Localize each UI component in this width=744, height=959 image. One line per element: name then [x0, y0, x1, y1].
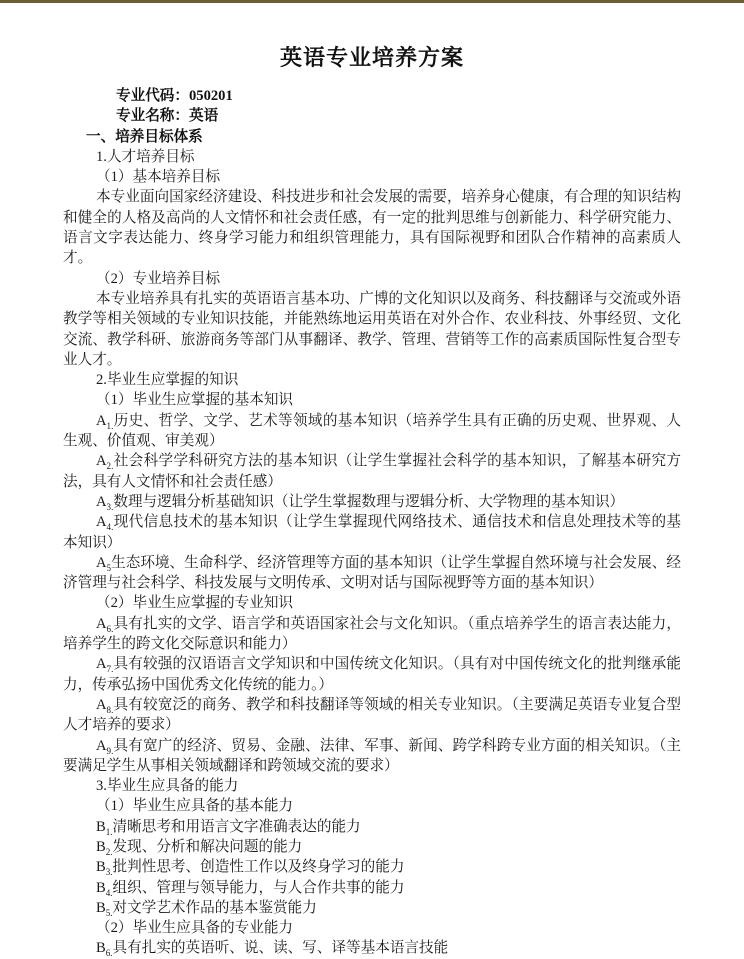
ability-item-b1 [63, 817, 681, 837]
item-graduate-ability: 3.毕业生应具备的能力 [96, 778, 239, 795]
field-major-name: 专业名称：英语 [116, 108, 219, 125]
item-prefix-subscript: 6. [105, 948, 113, 959]
ability-item-b4 [63, 878, 681, 898]
item-prefix-letter: A [96, 696, 107, 713]
item-text: 具有较宽泛的商务、教学和科技翻译等领域的相关专业知识。（主要满足英语专业复合型人才培养的要求） [63, 696, 681, 734]
field-major-code: 专业代码：050201 [116, 88, 233, 104]
item-text: 具有宽广的经济、贸易、金融、法律、军事、新闻、跨学科跨专业方面的相关知识。（主要满足学生从事相关领域翻译和跨领域交流的要求） [63, 737, 681, 774]
item-prefix-letter: B [96, 818, 106, 835]
item-text: 发现、分析和解决问题的能力 [112, 838, 303, 855]
item-prefix-letter: A [96, 615, 107, 632]
item-prefix-letter: B [96, 879, 106, 896]
item-basic-ability-heading: （1）毕业生应具备的基本能力 [96, 798, 294, 815]
knowledge-item-a2 [63, 451, 681, 492]
item-prefix-letter: B [96, 838, 106, 855]
item-prefix-subscript: 1. [105, 826, 113, 837]
item-prefix-subscript: 3. [105, 867, 113, 878]
knowledge-item-a3 [63, 492, 681, 512]
item-prefix-subscript: 4. [105, 887, 113, 898]
item-prefix-subscript: 1. [106, 420, 114, 431]
item-prefix-subscript: 9. [106, 745, 114, 756]
knowledge-item-a1 [63, 411, 681, 452]
item-text: 社会科学学科研究方法的基本知识（让学生掌握社会科学的基本知识，了解基本研究方法，具有人文情怀和社会责任感） [63, 453, 681, 490]
item-prefix-letter: A [96, 493, 107, 510]
heading-training-objective-system: 一、培养目标体系 [86, 128, 203, 145]
item-basic-training-goal: （1）基本培养目标 [96, 169, 221, 186]
item-basic-knowledge-heading: （1）毕业生应掌握的基本知识 [96, 392, 294, 409]
item-text: 数理与逻辑分析基础知识（让学生掌握数理与逻辑分析、大学物理的基本知识） [113, 493, 625, 510]
item-prefix-letter: B [96, 899, 106, 916]
item-text: 历史、哲学、文学、艺术等领域的基本知识（培养学生具有正确的历史观、世界观、人生观、价值观、审美观） [63, 412, 681, 450]
item-prefix-letter: A [96, 412, 107, 429]
item-text: 批判性思考、创造性工作以及终身学习的能力 [112, 859, 405, 876]
item-text: 组织、管理与领导能力，与人合作共事的能力 [112, 879, 405, 896]
knowledge-item-a9 [63, 736, 681, 777]
item-text: 生态环境、生命科学、经济管理等方面的基本知识（让学生掌握自然环境与社会发展、经济管理与社会科学、科技发展与文明传承、文明对话与国际视野等方面的基本知识） [63, 554, 681, 592]
item-prefix-letter: A [96, 656, 107, 673]
ability-item-b6 [63, 938, 681, 958]
item-prefix-subscript: 7. [106, 664, 114, 675]
item-prefix-subscript: 8. [106, 704, 114, 715]
para-basic-training-goal: 本专业面向国家经济建设、科技进步和社会发展的需要，培养身心健康，有合理的知识结构和健全的人格及高尚的人文情怀和社会责任感，有一定的批判思维与创新能力、科学研究能力、语言文字表达能力、终身学习能力和组织管理能力，具有国际视野和团队合作精神的高素质人才。 [63, 189, 681, 267]
item-graduate-knowledge: 2.毕业生应掌握的知识 [96, 372, 239, 389]
item-prefix-letter: A [96, 453, 107, 470]
item-prefix-subscript: 2. [106, 461, 114, 472]
ability-item-b5 [63, 898, 681, 918]
knowledge-item-a5 [63, 553, 681, 594]
item-prefix-subscript: 5. [105, 907, 113, 918]
item-text: 具有扎实的英语听、说、读、写、译等基本语言技能 [112, 940, 449, 957]
item-prefix-subscript: 4. [106, 522, 114, 533]
document-page [0, 3, 744, 959]
item-prefix-letter: B [96, 859, 106, 876]
document-title: 英语专业培养方案 [279, 45, 464, 70]
item-talent-training-goal: 1.人才培养目标 [96, 148, 195, 165]
ability-item-b2 [63, 837, 681, 857]
item-text: 现代信息技术的基本知识（让学生掌握现代网络技术、通信技术和信息处理技术等的基本知识） [63, 514, 681, 551]
item-text: 具有较强的汉语语言文学知识和中国传统文化知识。（具有对中国传统文化的批判继承能力，传承弘扬中国优秀文化传统的能力。） [63, 656, 681, 693]
knowledge-item-a4 [63, 512, 681, 553]
item-text: 具有扎实的文学、语言学和英语国家社会与文化知识。（重点培养学生的语言表达能力，培养学生的跨文化交际意识和能力） [63, 615, 681, 653]
item-prefix-letter: A [96, 554, 107, 571]
knowledge-item-a8 [63, 695, 681, 736]
item-text: 对文学艺术作品的基本鉴赏能力 [112, 899, 317, 916]
item-professional-knowledge-heading: （2）毕业生应掌握的专业知识 [96, 595, 294, 612]
ability-item-b3 [63, 857, 681, 877]
item-prefix-subscript: 5 [106, 562, 112, 573]
item-prefix-letter: A [96, 514, 107, 531]
item-professional-training-goal: （2）专业培养目标 [96, 270, 221, 287]
item-prefix-subscript: 6. [106, 623, 114, 634]
item-prefix-letter: A [96, 737, 107, 754]
item-prefix-subscript: 2. [105, 846, 113, 857]
item-professional-ability-heading: （2）毕业生应具备的专业能力 [96, 920, 294, 937]
para-professional-training-goal: 本专业培养具有扎实的英语语言基本功、广博的文化知识以及商务、科技翻译与交流或外语教学等相关领域的专业知识技能，并能熟练地运用英语在对外合作、农业科技、外事经贸、文化交流、教学科研、旅游商务等部门从事翻译、教学、管理、营销等工作的高素质国际性复合型专业人才。 [63, 290, 681, 368]
item-prefix-subscript: 3. [106, 501, 114, 512]
item-text: 清晰思考和用语言文字准确表达的能力 [112, 818, 361, 835]
knowledge-item-a7 [63, 654, 681, 695]
item-prefix-letter: B [96, 940, 106, 957]
knowledge-item-a6 [63, 614, 681, 655]
